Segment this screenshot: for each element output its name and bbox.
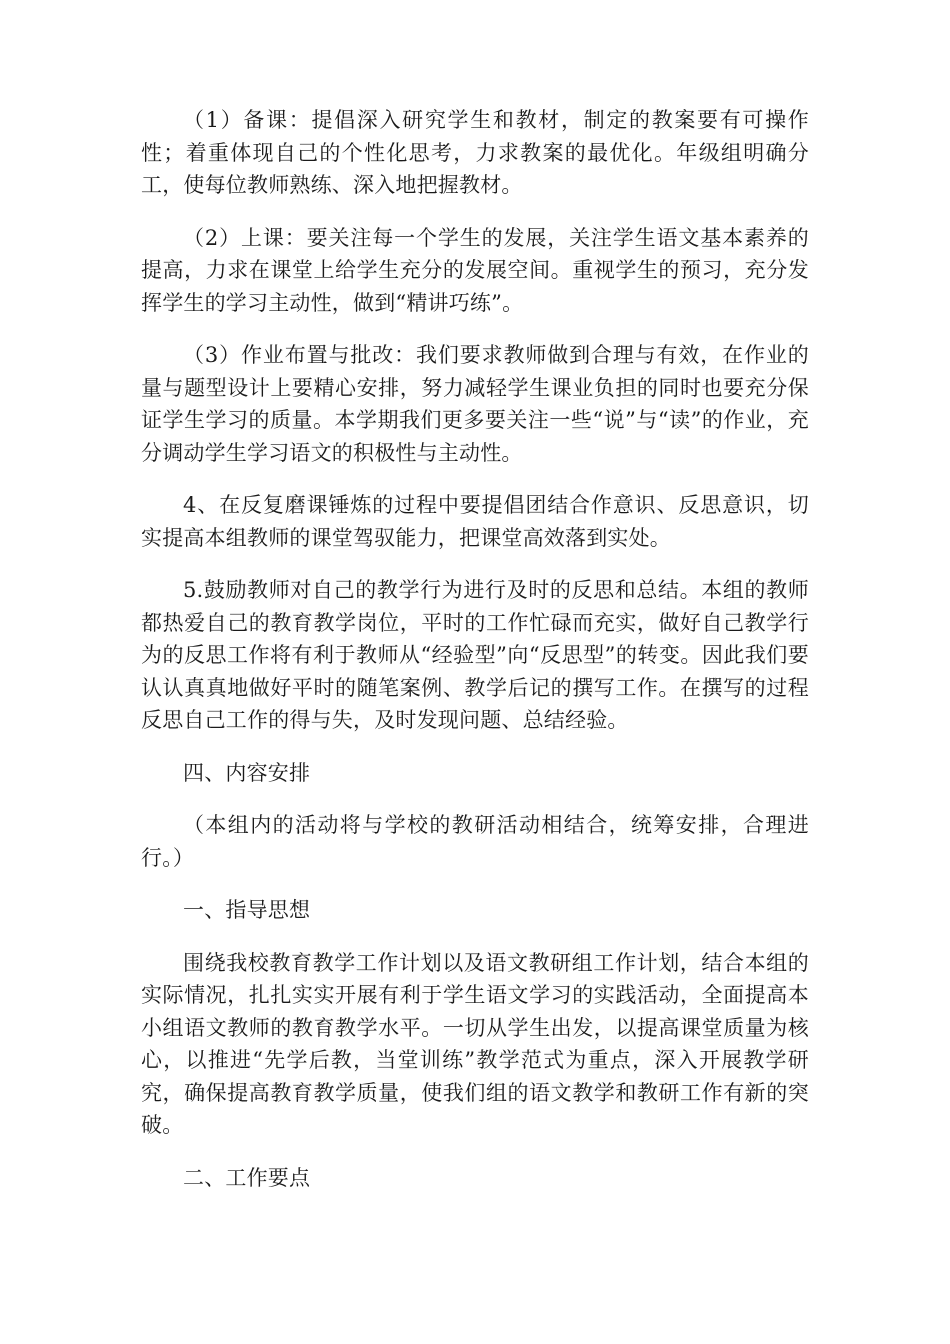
paragraph-class-teaching: （2）上课：要关注每一个学生的发展，关注学生语文基本素养的提高，力求在课堂上给学生充分的发展空间。重视学生的预习，充分发挥学生的学习主动性，做到“精讲巧练”。 [141, 225, 809, 315]
paragraph-guiding-ideology: 围绕我校教育教学工作计划以及语文教研组工作计划，结合本组的实际情况，扎扎实实开展有利于学生语文学习的实践活动，全面提高本小组语文教师的教育教学水平。一切从学生出发，以提高课堂质量为核心，以推进“先学后教，当堂训练”教学范式为重点，深入开展教学研究，确保提高教育教学质量，使我们组的语文教学和教研工作有新的突破。 [141, 950, 809, 1137]
paragraph-item-5: 5.鼓励教师对自己的教学行为进行及时的反思和总结。本组的教师都热爱自己的教育教学岗位，平时的工作忙碌而充实，做好自己教学行为的反思工作将有利于教师从“经验型”向“反思型”的转变。因此我们要认认真真地做好平时的随笔案例、教学后记的撰写工作。在撰写的过程反思自己工作的得与失，及时发现问题、总结经验。 [141, 578, 809, 732]
section-heading-content-arrangement: 四、内容安排 [183, 760, 311, 785]
paragraph-item-4: 4、在反复磨课锤炼的过程中要提倡团结合作意识、反思意识，切实提高本组教师的课堂驾驭能力，把课堂高效落到实处。 [141, 493, 809, 550]
document-body [141, 104, 809, 1214]
paragraph-lesson-preparation: （1）备课：提倡深入研究学生和教材，制定的教案要有可操作性；着重体现自己的个性化思考，力求教案的最优化。年级组明确分工，使每位教师熟练、深入地把握教材。 [141, 108, 809, 197]
section-heading-guiding-ideology: 一、指导思想 [183, 898, 311, 922]
paragraph-homework: （3）作业布置与批改：我们要求教师做到合理与有效，在作业的量与题型设计上要精心安排，努力减轻学生课业负担的同时也要充分保证学生学习的质量。本学期我们更多要关注一些“说”与“读”的作业，充分调动学生学习语文的积极性与主动性。 [141, 343, 809, 465]
paragraph-arrangement-note: （本组内的活动将与学校的教研活动相结合，统筹安排，合理进行。） [141, 813, 809, 870]
section-heading-work-points: 二、工作要点 [183, 1165, 311, 1190]
